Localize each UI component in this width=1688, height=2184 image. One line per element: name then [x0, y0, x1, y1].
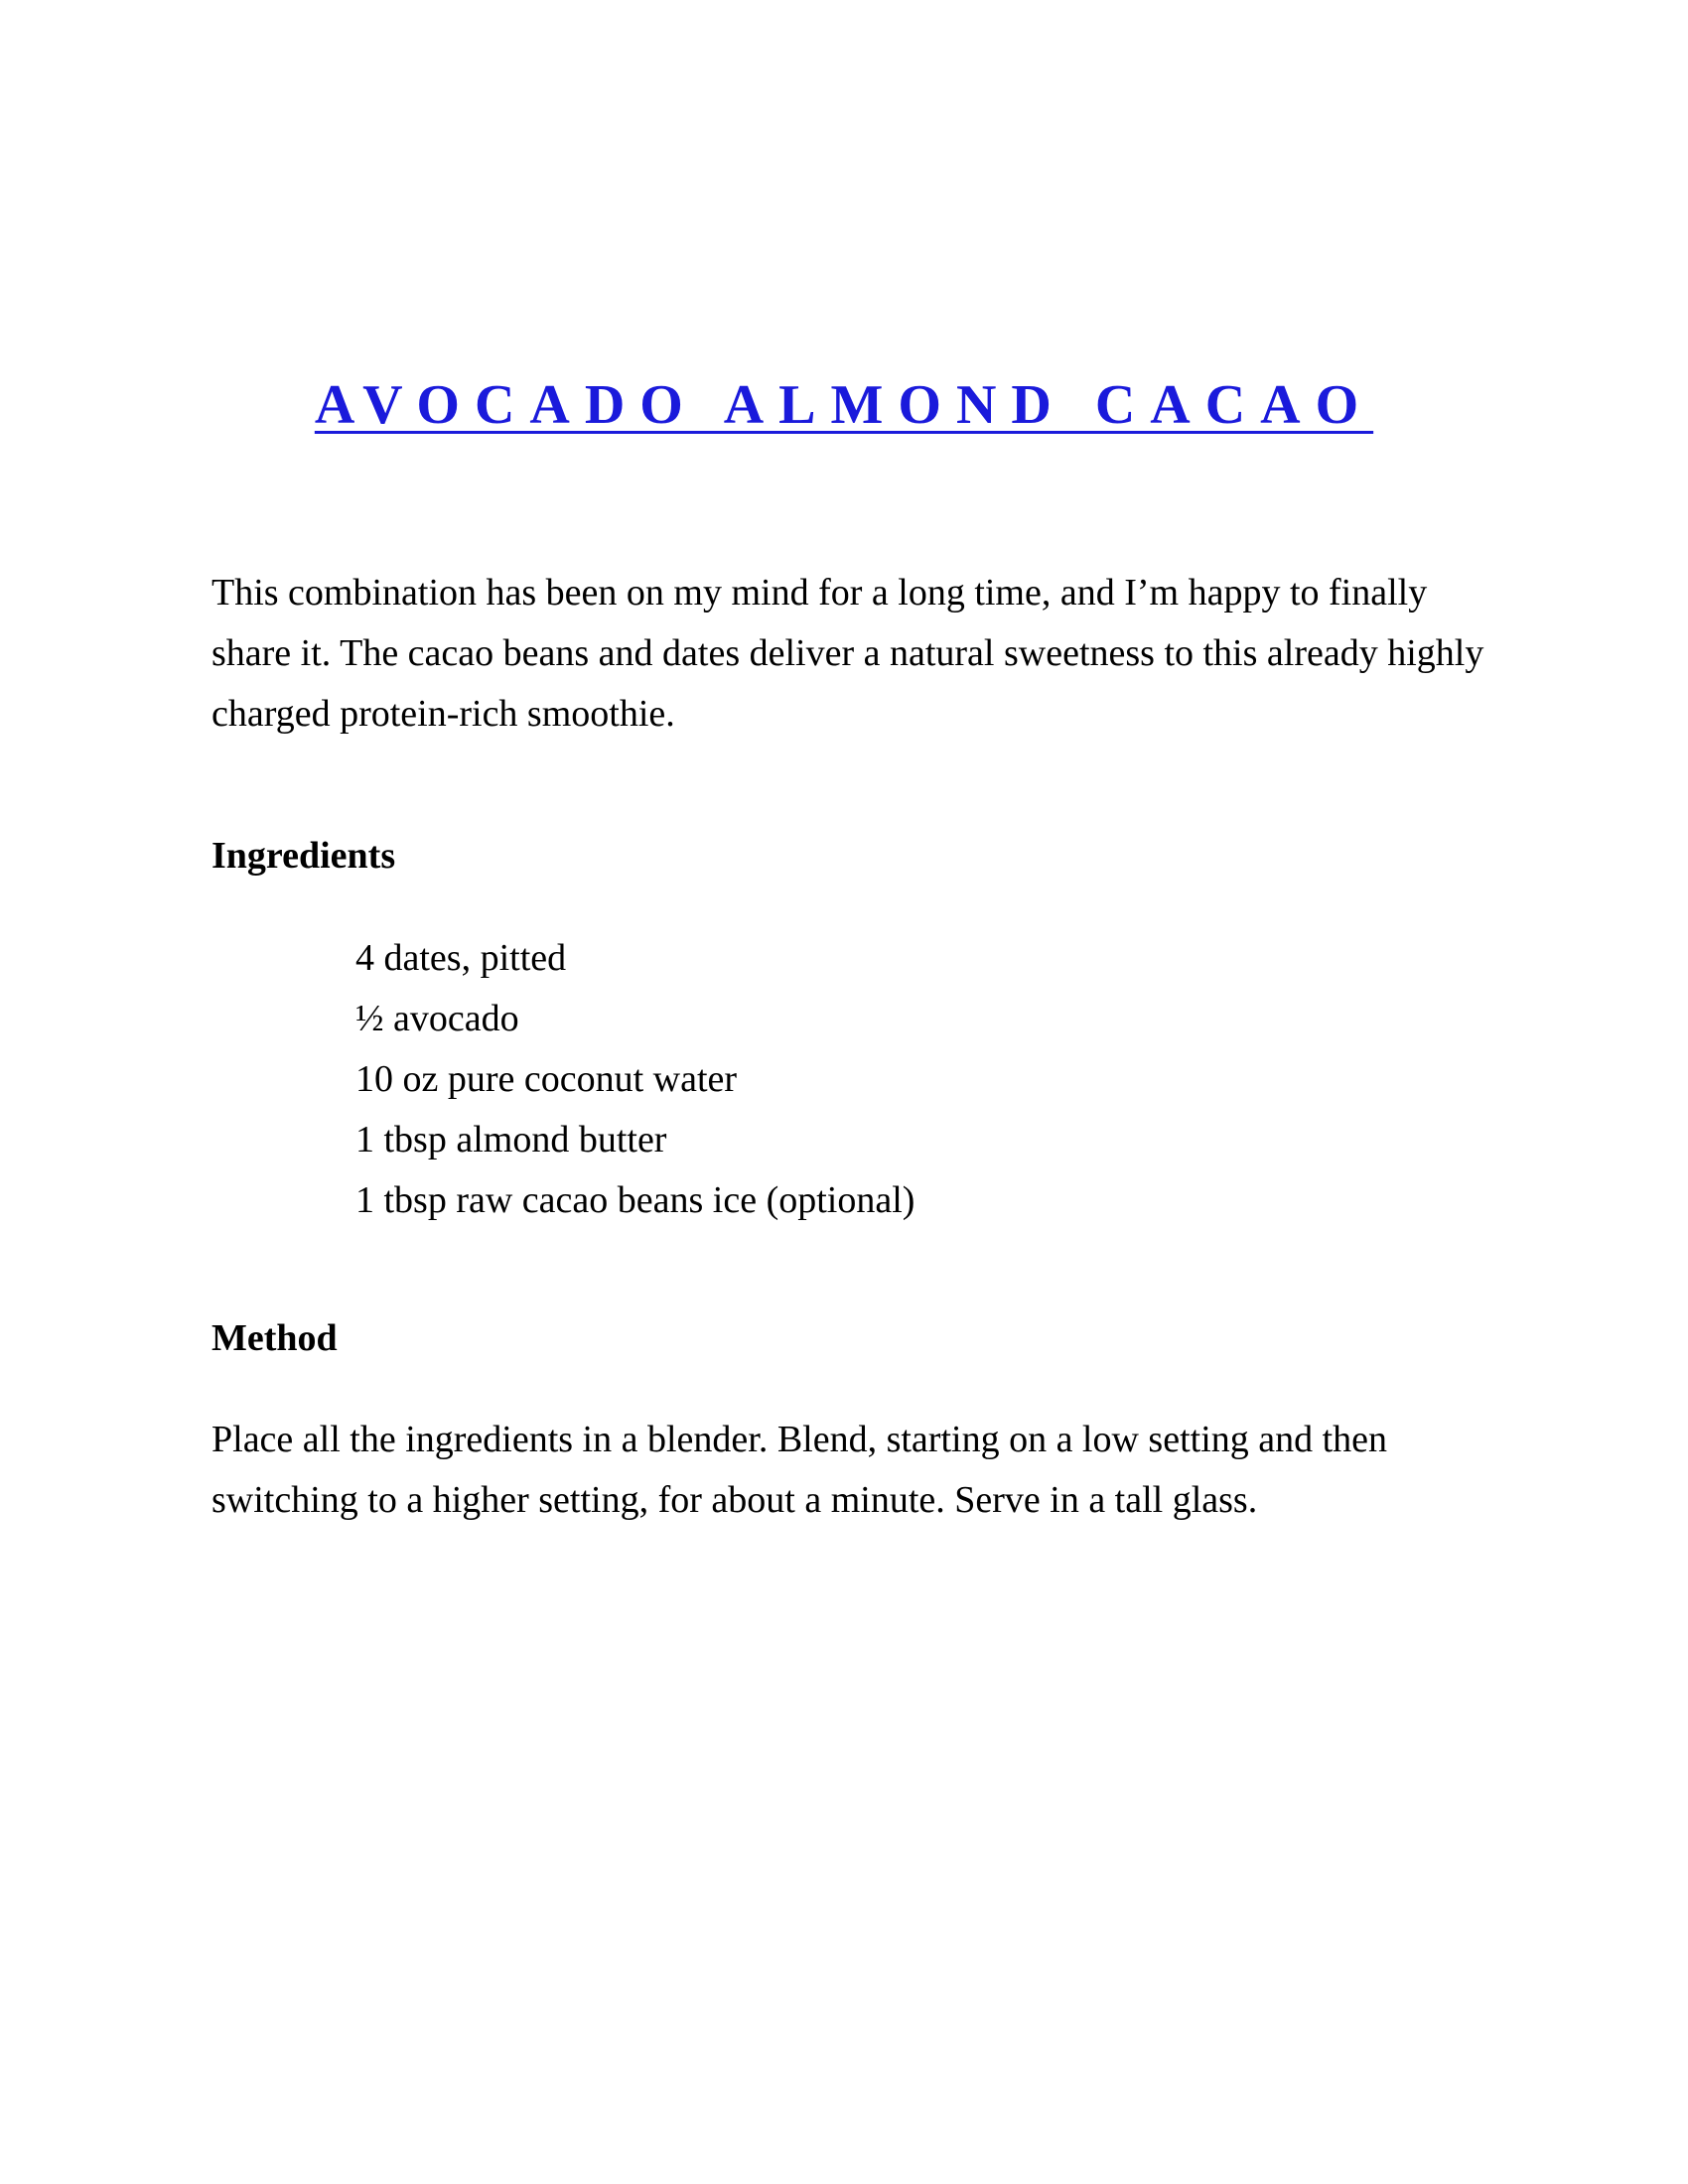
- ingredient-item: 1 tbsp raw cacao beans ice (optional): [355, 1179, 915, 1221]
- ingredients-heading: Ingredients: [211, 835, 396, 877]
- ingredient-item: 4 dates, pitted: [355, 937, 567, 979]
- recipe-title: AVOCADO ALMOND CACAO: [314, 374, 1374, 436]
- ingredient-item: 1 tbsp almond butter: [355, 1119, 667, 1160]
- ingredient-item: ½ avocado: [355, 998, 519, 1039]
- ingredient-item: 10 oz pure coconut water: [355, 1058, 738, 1100]
- recipe-intro: This combination has been on my mind for a long time, and I’m happy to finally share it. The cacao beans and dates deliver a natural sweetness to this already highly charged protein-rich smoothie.: [211, 572, 1484, 735]
- method-text: Place all the ingredients in a blender. Blend, starting on a low setting and then switching to a higher setting, for about a minute. Serve in a tall glass.: [211, 1419, 1388, 1521]
- method-heading: Method: [211, 1317, 338, 1359]
- ingredients-list: [355, 928, 914, 1231]
